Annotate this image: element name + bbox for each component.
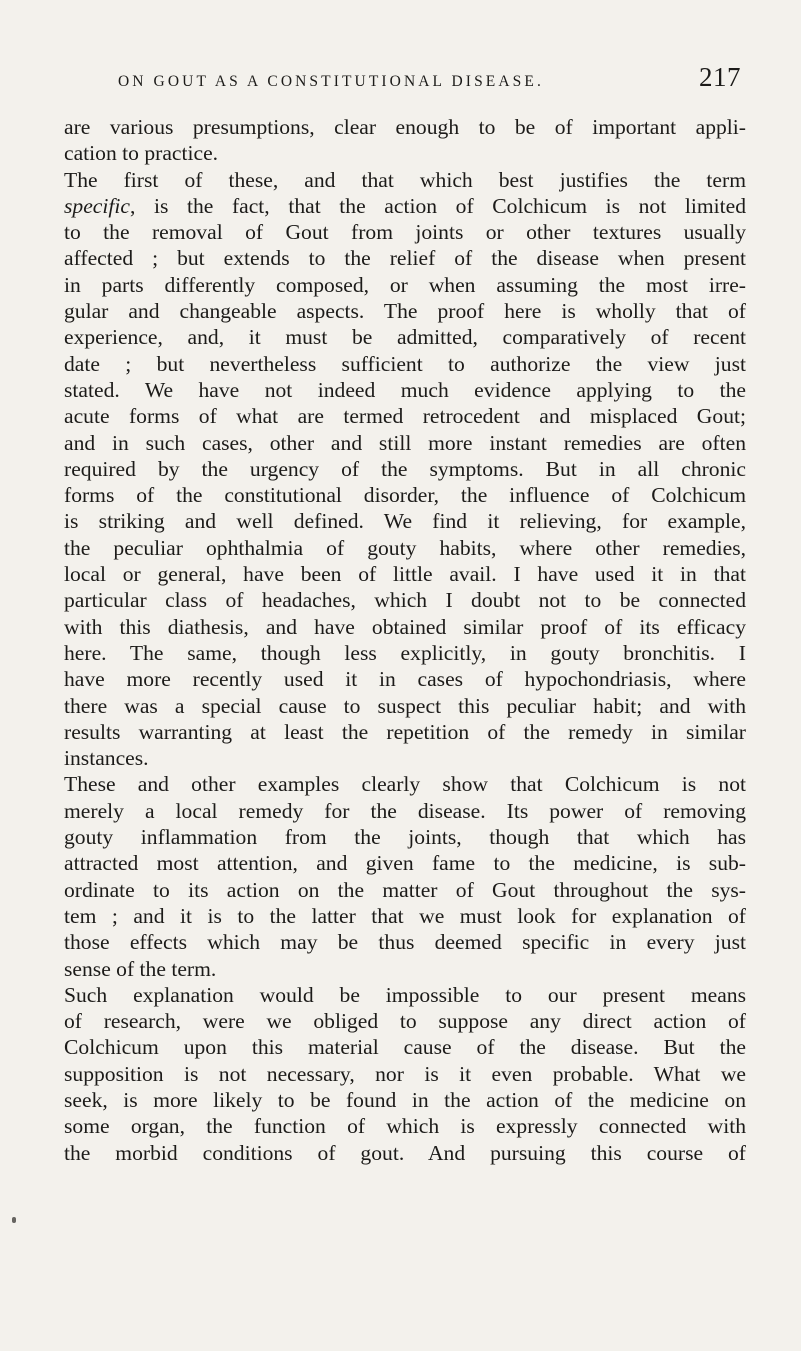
ink-speck: [12, 1217, 16, 1223]
text-line: seek, is more likely to be found in the action of the medicine on: [64, 1087, 746, 1112]
body-text: [64, 114, 746, 1166]
text-line: required by the urgency of the symptoms. But in all chronic: [64, 456, 746, 481]
text-line: affected ; but extends to the relief of the disease when present: [64, 246, 746, 271]
text-line: ordinate to its action on the matter of Gout throughout the sys-: [64, 877, 746, 902]
text-line: forms of the constitutional disorder, the influence of Colchicum: [64, 483, 746, 508]
text-line: experience, and, it must be admitted, comparatively of recent: [64, 325, 746, 350]
text-line: These and other examples clearly show that Colchicum is not: [64, 772, 746, 797]
text-line: Such explanation would be impossible to our present means: [64, 982, 746, 1007]
text-line: The first of these, and that which best justifies the term: [64, 167, 746, 192]
text-line: in parts differently composed, or when assuming the most irre-: [64, 272, 746, 297]
text-line: local or general, have been of little avail. I have used it in that: [64, 562, 746, 587]
text-line: particular class of headaches, which I doubt not to be connected: [64, 588, 746, 613]
text-line: are various presumptions, clear enough to be of important appli-: [64, 115, 746, 139]
italic-term: specific, is the fact, that the action of Colchicum is not limited: [64, 193, 746, 218]
text-line: the peculiar ophthalmia of gouty habits, where other remedies,: [64, 535, 746, 560]
text-line: sense of the term.: [64, 956, 217, 981]
text-line: those effects which may be thus deemed specific in every just: [64, 930, 746, 955]
text-line: attracted most attention, and given fame to the medicine, is sub-: [64, 851, 746, 876]
text-line: here. The same, though less explicitly, in gouty bronchitis. I: [64, 640, 746, 665]
text-line: some organ, the function of which is expressly connected with: [64, 1114, 746, 1139]
text-line: is striking and well defined. We find it relieving, for example,: [64, 509, 746, 534]
text-line: there was a special cause to suspect this peculiar habit; and with: [64, 693, 746, 718]
text-line: results warranting at least the repetition of the remedy in similar: [64, 719, 746, 744]
text-line: gular and changeable aspects. The proof here is wholly that of: [64, 299, 746, 324]
text-line: with this diathesis, and have obtained similar proof of its efficacy: [64, 614, 746, 639]
text-line: to the removal of Gout from joints or other textures usually: [64, 220, 746, 245]
text-line: supposition is not necessary, nor is it even probable. What we: [64, 1061, 746, 1086]
text-line: date ; but nevertheless sufficient to authorize the view just: [64, 351, 746, 376]
text-line: tem ; and it is to the latter that we must look for explanation of: [64, 903, 746, 928]
text-line: of research, were we obliged to suppose any direct action of: [64, 1009, 746, 1034]
text-line: stated. We have not indeed much evidence applying to the: [64, 377, 746, 402]
running-title: ON GOUT AS A CONSTITUTIONAL DISEASE.: [118, 73, 544, 90]
text-line: instances.: [64, 746, 149, 771]
page-number: 217: [699, 62, 741, 92]
text-line: Colchicum upon this material cause of the disease. But the: [64, 1035, 746, 1060]
text-line: the morbid conditions of gout. And pursuing this course of: [64, 1140, 746, 1165]
text-line: have more recently used it in cases of hypochondriasis, where: [64, 667, 746, 692]
text-line: acute forms of what are termed retrocedent and misplaced Gout;: [64, 404, 746, 429]
running-head: [118, 62, 741, 96]
text-line-with-italic: [64, 193, 746, 219]
text-line: cation to practice.: [64, 141, 219, 166]
text-line: merely a local remedy for the disease. Its power of removing: [64, 798, 746, 823]
text-line: gouty inflammation from the joints, though that which has: [64, 825, 746, 850]
text-line: and in such cases, other and still more instant remedies are often: [64, 430, 746, 455]
